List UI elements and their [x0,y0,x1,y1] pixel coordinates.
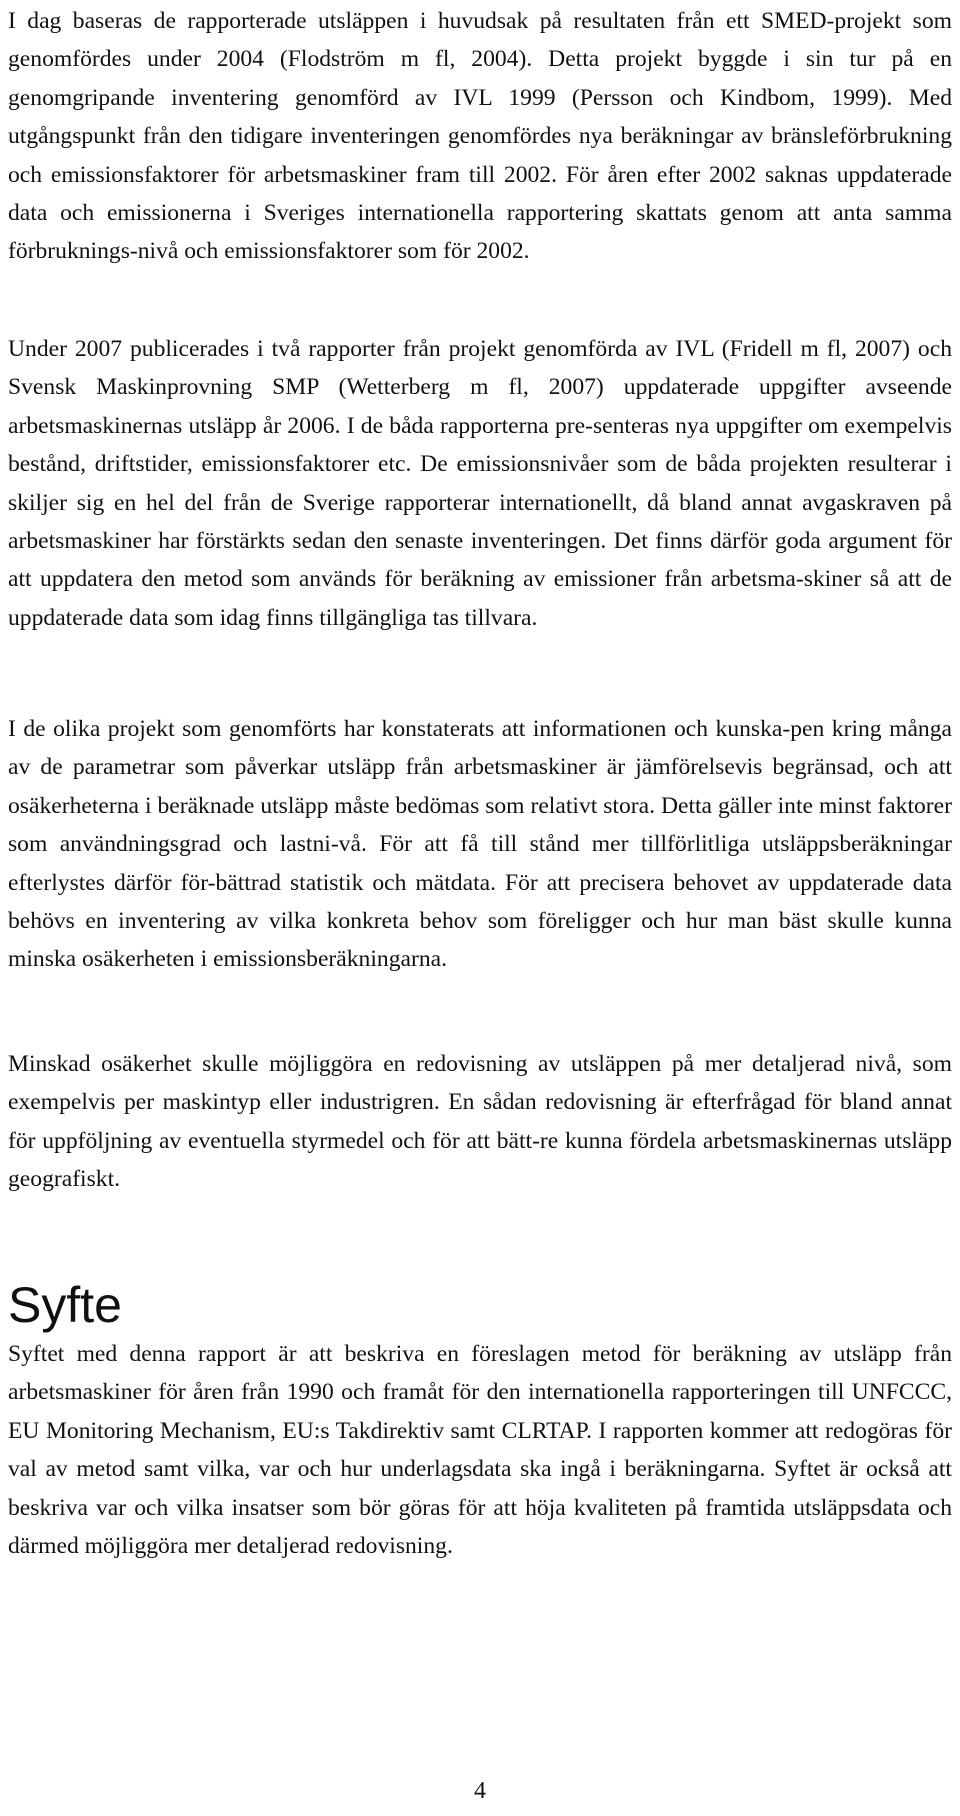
paragraph-2007-reports: Under 2007 publicerades i två rapporter från projekt genomförda av IVL (Fridell m fl, 2007) och Svensk Maskinprovning SMP (Wetterberg m fl, 2007) uppdaterade uppgifter avseende arbetsmaskinernas utsläpp år 2006. I de båda rapporterna pre-senteras nya uppgifter om exempelvis bestånd, driftstider, emissionsfaktorer etc. De emissionsnivåer som de båda projekten resulterar i skiljer sig en hel del från de Sverige rapporterar internationellt, då bland annat avgaskraven på arbetsmaskiner har förstärkts sedan den senaste inventeringen. Det finns därför goda argument för att uppdatera den metod som används för beräkning av emissioner från arbetsma-skiner så att de uppdaterade data som idag finns tillgängliga tas tillvara. [8,336,952,631]
paragraph-uncertainty: I de olika projekt som genomförts har konstaterats att informationen och kunska-pen kring många av de parametrar som påverkar utsläpp från arbetsmaskiner är jämförelsevis begränsad, och att osäkerheterna i beräknade utsläpp måste bedömas som relativt stora. Detta gäller inte minst faktorer som användningsgrad och lastni-vå. För att få till stånd mer tillförlitliga utsläppsberäkningar efterlystes därför för-bättrad statistik och mätdata. För att precisera behovet av uppdaterade data behövs en inventering av vilka konkreta behov som föreligger och hur man bäst skulle kunna minska osäkerheten i emissionsberäkningarna. [8,716,952,973]
paragraph-detailed-reporting: Minskad osäkerhet skulle möjliggöra en redovisning av utsläppen på mer detaljerad nivå, som exempelvis per maskintyp eller industrigren. En sådan redovisning är efterfrågad för bland annat för uppföljning av eventuella styrmedel och för att bätt-re kunna fördela arbetsmaskinernas utsläpp geografiskt. [8,1051,952,1193]
paragraph-purpose: Syftet med denna rapport är att beskriva en föreslagen metod för beräkning av utsläpp från arbetsmaskiner för åren från 1990 och framåt för den internationella rapporteringen till UNFCCC, EU Monitoring Mechanism, EU:s Takdirektiv samt CLRTAP. I rapporten kommer att redogöras för val av metod samt vilka, var och hur underlagsdata ska ingå i beräkningarna. Syftet är också att beskriva var och vilka insatser som bör göras för att höja kvaliteten på framtida utsläppsdata och därmed möjliggöra mer detaljerad redovisning. [8,1341,952,1560]
paragraph-current-reporting: I dag baseras de rapporterade utsläppen i huvudsak på resultaten från ett SMED-projekt som genomfördes under 2004 (Flodström m fl, 2004). Detta projekt byggde i sin tur på en genomgripande inventering genomförd av IVL 1999 (Persson och Kindbom, 1999). Med utgångspunkt från den tidigare inventeringen genomfördes nya beräkningar av bränsleförbrukning och emissionsfaktorer för arbetsmaskiner fram till 2002. För åren efter 2002 saknas uppdaterade data och emissionerna i Sveriges internationella rapportering skattats genom att anta samma förbruknings-nivå och emissionsfaktorer som för 2002. [8,8,952,265]
page-number: 4 [474,1778,486,1804]
section-heading-syfte: Syfte [8,1277,122,1333]
